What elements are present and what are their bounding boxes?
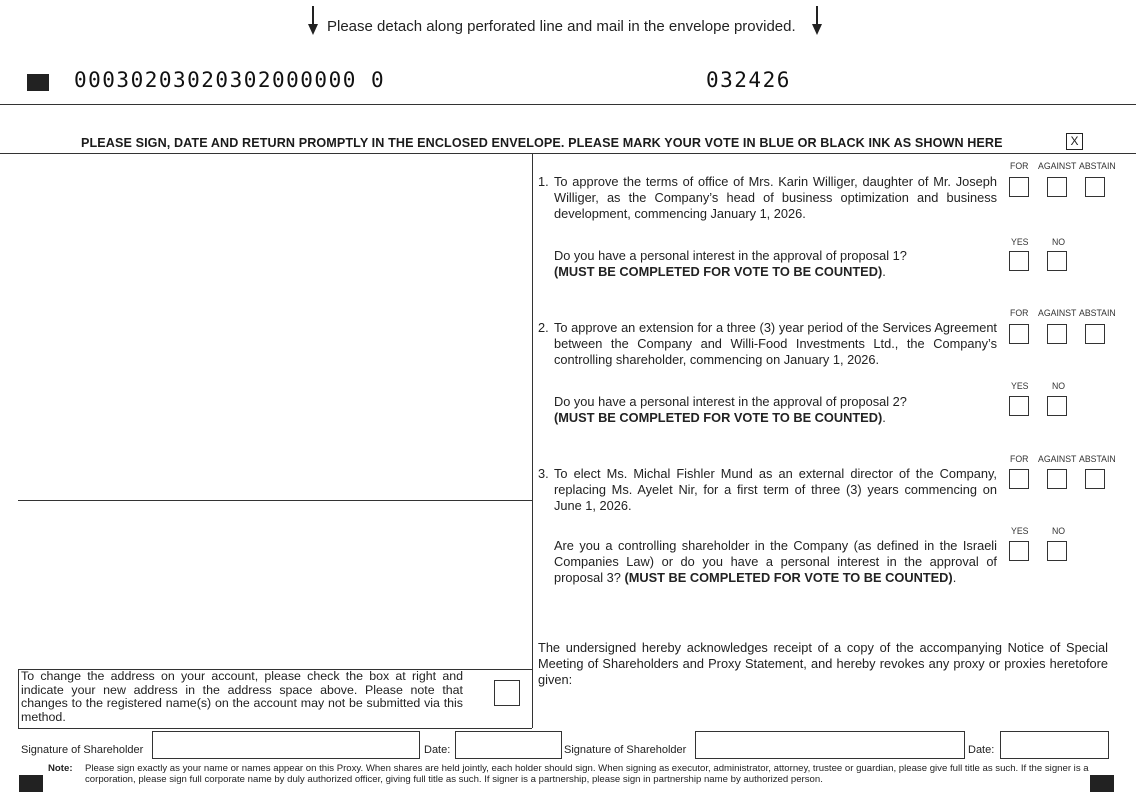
- address-change-checkbox[interactable]: [494, 680, 520, 706]
- against-label: AGAINST: [1038, 454, 1077, 465]
- for-label: FOR: [1010, 161, 1029, 172]
- acknowledgement-text: The undersigned hereby acknowledges receipt of a copy of the accompanying Notice of Special Meeting of Shareholders and Proxy Statement, and hereby revokes any proxy or proxies heretofore given:: [538, 640, 1108, 687]
- column-divider: [532, 153, 533, 728]
- proposal-2-for-checkbox[interactable]: [1009, 324, 1029, 344]
- proposal-1-no-checkbox[interactable]: [1047, 251, 1067, 271]
- proposal-2-yes-checkbox[interactable]: [1009, 396, 1029, 416]
- divider: [0, 104, 1136, 105]
- date-label-2: Date:: [968, 744, 995, 756]
- question-required: (MUST BE COMPLETED FOR VOTE TO BE COUNTED): [624, 570, 953, 585]
- for-label: FOR: [1010, 308, 1029, 319]
- against-label: AGAINST: [1038, 308, 1077, 319]
- signature-field-1[interactable]: [152, 731, 420, 759]
- no-label: NO: [1052, 526, 1066, 537]
- barcode-number: 00030203020302000000 0: [74, 68, 386, 92]
- proposal-3-text: To elect Ms. Michal Fishler Mund as an external director of the Company, replacing Ms. Ayelet Nir, for a first term of three (3) years commencing on June 1, 2026.: [554, 466, 997, 513]
- proposal-3-for-checkbox[interactable]: [1009, 469, 1029, 489]
- detach-instruction: Please detach along perforated line and mail in the envelope provided.: [327, 18, 796, 35]
- registration-mark: [27, 74, 49, 91]
- date-label-1: Date:: [424, 744, 451, 756]
- proposal-3-yes-checkbox[interactable]: [1009, 541, 1029, 561]
- sign-instructions: [81, 136, 1003, 150]
- signature-field-2[interactable]: [695, 731, 965, 759]
- signature-label-2: Signature of Shareholder: [564, 744, 687, 756]
- down-arrow-icon: [809, 6, 825, 36]
- proposal-1-abstain-checkbox[interactable]: [1085, 177, 1105, 197]
- address-change-left-border: [18, 669, 19, 728]
- for-label: FOR: [1010, 454, 1029, 465]
- registration-mark: [1090, 775, 1114, 792]
- proposal-2-no-checkbox[interactable]: [1047, 396, 1067, 416]
- proposal-1-text: To approve the terms of office of Mrs. Karin Williger, daughter of Mr. Joseph Williger, as the Company’s head of business optimization and business development, commencing January 1, 2026.: [554, 174, 997, 221]
- divider: [0, 153, 1136, 154]
- registration-mark: [19, 775, 43, 792]
- down-arrow-icon: [305, 6, 321, 36]
- proposal-2-abstain-checkbox[interactable]: [1085, 324, 1105, 344]
- question-text: Do you have a personal interest in the approval of proposal 2?: [554, 394, 907, 409]
- yes-label: YES: [1011, 237, 1029, 248]
- proposal-number: 2.: [538, 320, 549, 335]
- proposal-2-question: [554, 394, 997, 426]
- no-label: NO: [1052, 381, 1066, 392]
- question-required: (MUST BE COMPLETED FOR VOTE TO BE COUNTED): [554, 410, 883, 425]
- against-label: AGAINST: [1038, 161, 1077, 172]
- abstain-label: ABSTAIN: [1079, 308, 1116, 319]
- abstain-label: ABSTAIN: [1079, 161, 1116, 172]
- no-label: NO: [1052, 237, 1066, 248]
- yes-label: YES: [1011, 526, 1029, 537]
- question-text: Do you have a personal interest in the approval of proposal 1?: [554, 248, 907, 263]
- proposal-3-no-checkbox[interactable]: [1047, 541, 1067, 561]
- date-field-2[interactable]: [1000, 731, 1109, 759]
- proposal-3-question: [554, 538, 997, 586]
- date-field-1[interactable]: [455, 731, 562, 759]
- note-text: Please sign exactly as your name or names appear on this Proxy. When shares are held jointly, each holder should sign. When signing as executor, administrator, attorney, trustee or guardian, please give full title as such. If the signer is a corporation, please sign full corporate name by duly authorized officer, giving full title as such. If signer is a partnership, please sign in partnership name by authorized person.: [85, 763, 1089, 785]
- proposal-3-against-checkbox[interactable]: [1047, 469, 1067, 489]
- proposal-1-against-checkbox[interactable]: [1047, 177, 1067, 197]
- control-number: 032426: [706, 68, 791, 92]
- note-label: Note:: [48, 763, 73, 774]
- proposal-1-question: [554, 248, 997, 280]
- proposal-1-yes-checkbox[interactable]: [1009, 251, 1029, 271]
- question-required: (MUST BE COMPLETED FOR VOTE TO BE COUNTED): [554, 264, 883, 279]
- proposal-number: 1.: [538, 174, 549, 189]
- signature-label-1: Signature of Shareholder: [21, 744, 144, 756]
- abstain-label: ABSTAIN: [1079, 454, 1116, 465]
- question-tail: .: [952, 570, 957, 585]
- yes-label: YES: [1011, 381, 1029, 392]
- address-change-text: To change the address on your account, please check the box at right and indicate your new address in the address space above. Please note that changes to the registered name(s) on the account may not be submitted via this method.: [21, 669, 463, 724]
- proposal-2-text: To approve an extension for a three (3) year period of the Services Agreement between the Company and Willi-Food Investments Ltd., the Company’s controlling shareholder, commencing on January 1, 2026.: [554, 320, 997, 367]
- question-text: Are you a controlling shareholder in the Company (as defined in the Israeli Companies Law) or do you have a personal interest in the approval of proposal 3?: [554, 538, 997, 585]
- proposal-2-against-checkbox[interactable]: [1047, 324, 1067, 344]
- mark-example-box: X: [1066, 133, 1083, 150]
- question-tail: .: [882, 264, 886, 279]
- address-space-divider: [18, 500, 532, 501]
- proposal-1-for-checkbox[interactable]: [1009, 177, 1029, 197]
- address-change-bottom-border: [18, 728, 532, 729]
- instructions-text: PLEASE SIGN, DATE AND RETURN PROMPTLY IN THE ENCLOSED ENVELOPE. PLEASE MARK YOUR VOTE IN BLUE OR BLACK INK AS SHOWN HERE: [81, 136, 1003, 150]
- proposal-number: 3.: [538, 466, 549, 481]
- proposal-3-abstain-checkbox[interactable]: [1085, 469, 1105, 489]
- question-tail: .: [882, 410, 886, 425]
